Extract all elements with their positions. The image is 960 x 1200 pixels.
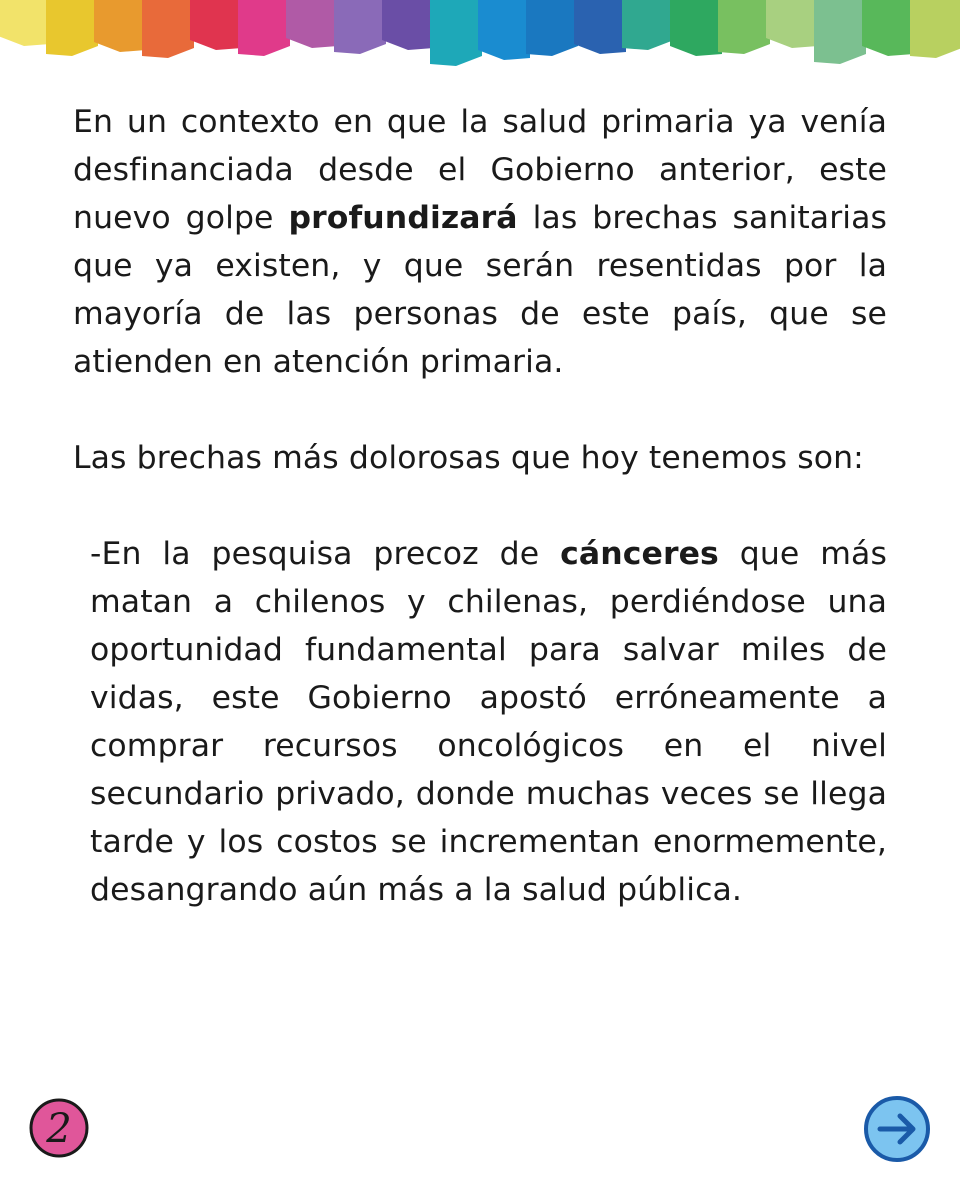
paragraph-gaps-heading xyxy=(73,434,887,482)
banner-flag xyxy=(142,0,194,58)
body-text xyxy=(73,98,887,914)
paragraph-text: que más matan a chilenos y chilenas, perdiéndose una oportunidad fundamental para salvar miles de vidas, este Gobierno apostó erróneamente a comprar recursos oncológicos en el nivel secundario privado, donde muchas veces se llega tarde y los costos se incrementan enormemente, desangrando aún más a la salud pública. xyxy=(90,536,887,908)
banner-flag xyxy=(286,0,338,48)
banner-flag xyxy=(718,0,770,54)
banner-flag xyxy=(0,0,50,46)
banner-flag xyxy=(574,0,626,54)
banner-flag xyxy=(526,0,578,56)
paragraph-text: Las brechas más dolorosas que hoy tenemos son: xyxy=(73,440,864,476)
banner-flag xyxy=(190,0,242,50)
page-number: 2 xyxy=(46,1106,72,1152)
banner-flag xyxy=(670,0,722,56)
next-page-button[interactable] xyxy=(862,1094,932,1164)
page-number-badge xyxy=(28,1097,90,1159)
banner-flag xyxy=(766,0,818,48)
paragraph-intro xyxy=(73,98,887,386)
paragraph-text: En un contexto en que la salud primaria ya venía desfinanciada desde el Gobierno anterior, este nuevo golpe xyxy=(73,104,887,236)
paragraph-text: -En la pesquisa precoz de xyxy=(90,536,561,572)
bold-term-canceres: cánceres xyxy=(560,536,719,572)
banner-flag xyxy=(910,0,960,58)
banner-flag xyxy=(334,0,386,54)
banner-flag xyxy=(46,0,98,56)
banner-flag xyxy=(430,0,482,66)
banner-flag xyxy=(94,0,146,52)
arrow-right-icon xyxy=(862,1094,932,1164)
banner-flag xyxy=(238,0,290,56)
paragraph-text: las brechas sanitarias que ya existen, y que serán resentidas por la mayoría de las personas de este país, que se atienden en atención primaria. xyxy=(73,200,888,380)
paragraph-cancer xyxy=(73,530,887,914)
banner-flag xyxy=(622,0,674,50)
banner-flag xyxy=(382,0,434,50)
bold-term-profundizara: profundizará xyxy=(288,200,518,236)
banner-flag xyxy=(862,0,914,56)
banner-flag xyxy=(814,0,866,64)
decorative-banner xyxy=(0,0,960,70)
banner-flag xyxy=(478,0,530,60)
